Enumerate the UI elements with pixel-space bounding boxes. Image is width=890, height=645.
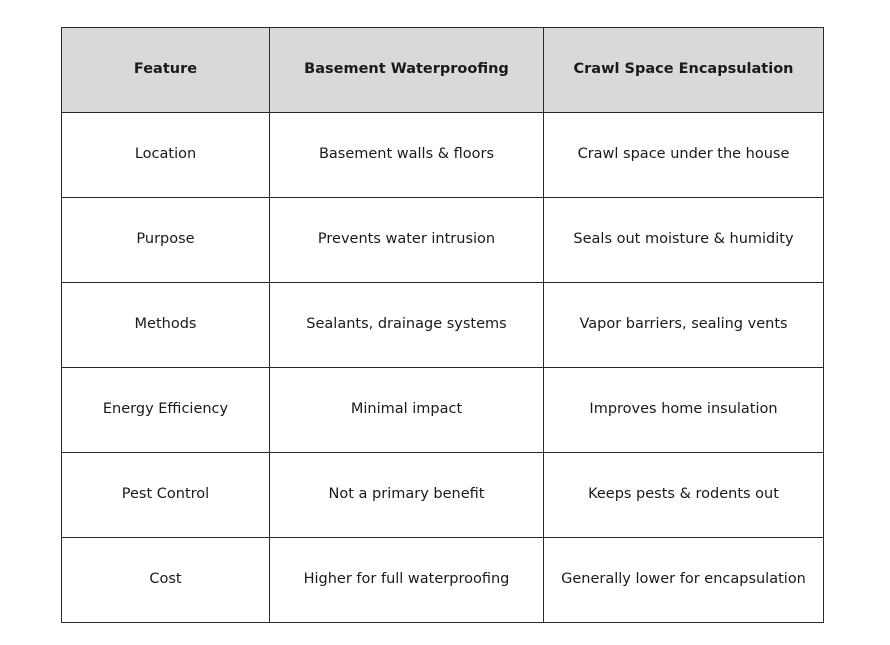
feature-cell: Cost xyxy=(62,538,270,623)
comparison-table xyxy=(61,27,824,623)
table-row xyxy=(62,283,824,368)
basement-cell: Sealants, drainage systems xyxy=(270,283,544,368)
crawl-space-cell: Seals out moisture & humidity xyxy=(544,198,824,283)
crawl-space-cell: Improves home insulation xyxy=(544,368,824,453)
basement-cell: Minimal impact xyxy=(270,368,544,453)
header-crawl-space-encapsulation: Crawl Space Encapsulation xyxy=(544,28,824,113)
table-row xyxy=(62,368,824,453)
basement-cell: Prevents water intrusion xyxy=(270,198,544,283)
table-row xyxy=(62,113,824,198)
basement-cell: Not a primary benefit xyxy=(270,453,544,538)
crawl-space-cell: Crawl space under the house xyxy=(544,113,824,198)
basement-cell: Basement walls & floors xyxy=(270,113,544,198)
table-row xyxy=(62,453,824,538)
header-basement-waterproofing: Basement Waterproofing xyxy=(270,28,544,113)
header-row xyxy=(62,28,824,113)
feature-cell: Methods xyxy=(62,283,270,368)
header-feature: Feature xyxy=(62,28,270,113)
feature-cell: Pest Control xyxy=(62,453,270,538)
crawl-space-cell: Keeps pests & rodents out xyxy=(544,453,824,538)
basement-cell: Higher for full waterproofing xyxy=(270,538,544,623)
crawl-space-cell: Generally lower for encapsulation xyxy=(544,538,824,623)
feature-cell: Purpose xyxy=(62,198,270,283)
crawl-space-cell: Vapor barriers, sealing vents xyxy=(544,283,824,368)
feature-cell: Energy Efficiency xyxy=(62,368,270,453)
table-row xyxy=(62,198,824,283)
table-row xyxy=(62,538,824,623)
feature-cell: Location xyxy=(62,113,270,198)
